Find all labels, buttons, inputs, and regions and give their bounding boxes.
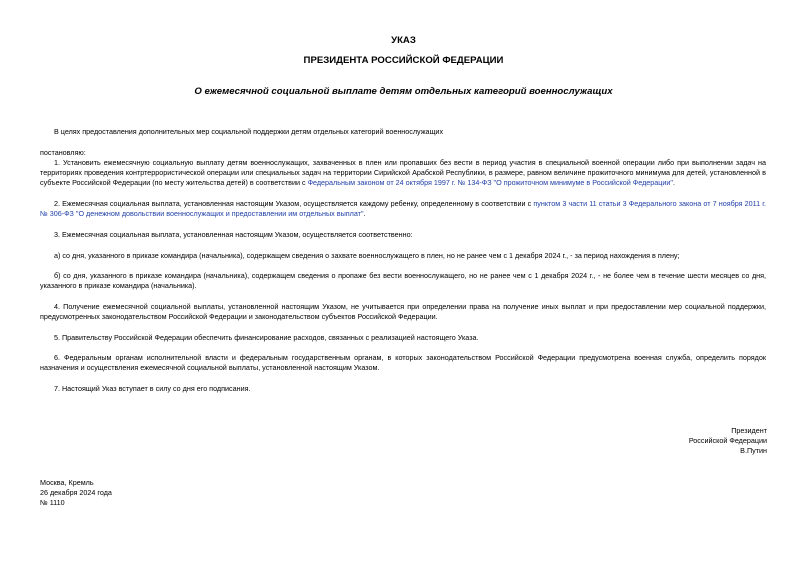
- paragraph-1: [40, 158, 766, 188]
- signing-date: 26 декабря 2024 года: [40, 488, 112, 497]
- preamble: В целях предоставления дополнительных мер социальной поддержки детям отдельных категорий военнослужащих: [54, 127, 444, 136]
- paragraph-2-end: .: [363, 209, 366, 218]
- document-title: УКАЗ: [391, 35, 416, 46]
- place-date-block: [40, 478, 112, 508]
- paragraph-3a: а) со дня, указанного в приказе командира (начальника), содержащем сведения о захвате военнослужащего в плен, но не ранее чем с 1 декабря 2024 г., - за период нахождения в плену;: [54, 251, 680, 260]
- paragraph-4: 4. Получение ежемесячной социальной выплаты, установленной настоящим Указом, не учитывается при определении права на получение иных выплат и при предоставлении мер социальной поддержки, предусмотренных законодательством Российской Федерации и законодательством субъектов Российской Федерации.: [40, 302, 766, 321]
- document-heading: О ежемесячной социальной выплате детям отдельных категорий военнослужащих: [194, 86, 613, 97]
- decree-word: постановляю:: [40, 148, 86, 157]
- law-link-306fz[interactable]: пунктом 3 части 11 статьи 3 Федерального закона от 7 ноября 2011 г. № 306-ФЗ "О денежном довольствии военнослужащих и предоставлении им отдельных выплат": [40, 199, 766, 218]
- paragraph-7: 7. Настоящий Указ вступает в силу со дня его подписания.: [54, 384, 251, 393]
- signing-place: Москва, Кремль: [40, 478, 94, 487]
- law-link-134fz[interactable]: Федеральным законом от 24 октября 1997 г. № 134-ФЗ "О прожиточном минимуме в Российской Федерации": [307, 178, 673, 187]
- paragraph-6: 6. Федеральным органам исполнительной власти и федеральным государственным органам, в которых законодательством Российской Федерации предусмотрена военная служба, определить порядок назначения и осуществления ежемесячной социальной выплаты, установленной настоящим Указом.: [40, 353, 766, 372]
- paragraph-1-text: 1. Установить ежемесячную социальную выплату детям военнослужащих, захваченных в плен или пропавших без вести в период участия в специальной военной операции либо при выполнении задач на территориях проведения контртеррористической операции или специальных задач на территории Сирийской Арабской Республики, в размере, равном величине прожиточного минимума для детей, установленной в субъекте Российской Федерации (по месту жительства детей) в соответствии с: [40, 158, 766, 187]
- signature-position: Президент: [731, 426, 767, 435]
- paragraph-3: 3. Ежемесячная социальная выплата, установленная настоящим Указом, осуществляется соответственно:: [54, 230, 413, 239]
- paragraph-1-end: .: [672, 178, 675, 187]
- decree-number: № 1110: [40, 498, 65, 507]
- paragraph-2: [40, 199, 766, 219]
- signature-name: В.Путин: [740, 446, 767, 455]
- paragraph-2-text: 2. Ежемесячная социальная выплата, установленная настоящим Указом, осуществляется каждому ребенку, определенному в соответствии с: [54, 199, 534, 208]
- document-issuer: ПРЕЗИДЕНТА РОССИЙСКОЙ ФЕДЕРАЦИИ: [303, 55, 504, 66]
- signature-country: Российской Федерации: [688, 436, 767, 445]
- paragraph-5: 5. Правительству Российской Федерации обеспечить финансирование расходов, связанных с реализацией настоящего Указа.: [54, 333, 479, 342]
- signature-block: [689, 426, 767, 456]
- paragraph-3b: б) со дня, указанного в приказе командира (начальника), содержащем сведения о пропаже без вести военнослужащего, но не ранее чем с 1 декабря 2024 г., - не более чем в течение шести месяцев со дня, указанного в приказе командира (начальника).: [40, 271, 766, 290]
